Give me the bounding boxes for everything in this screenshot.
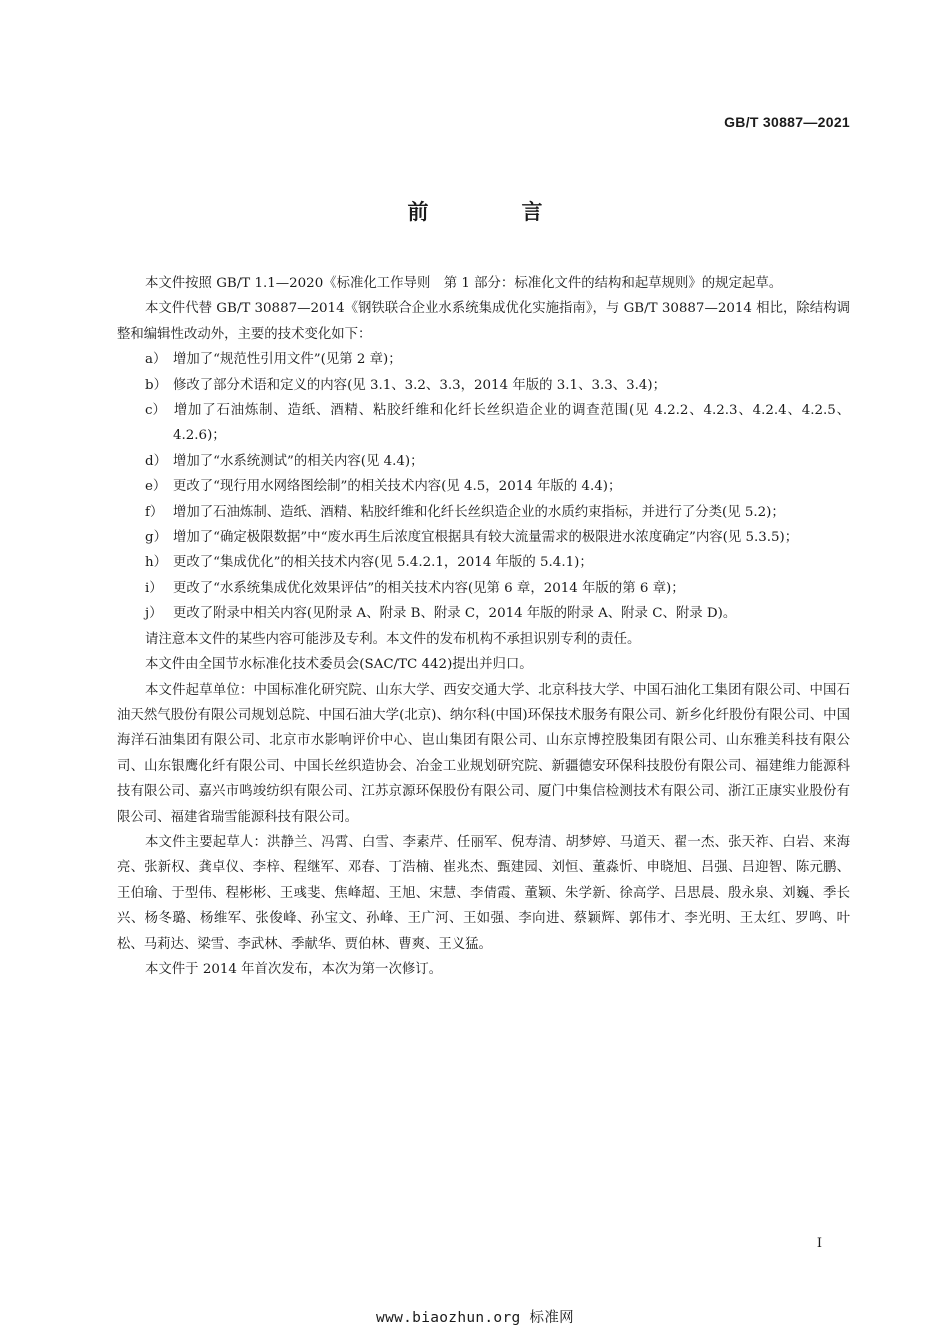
list-item-text: 增加了“规范性引用文件”(见第 2 章)；	[173, 352, 402, 368]
proposer-statement: 本文件由全国节水标准化技术委员会(SAC/TC 442)提出并归口。	[145, 657, 533, 673]
list-item	[117, 500, 850, 525]
list-marker: c）	[145, 403, 166, 419]
list-item-text: 增加了“水系统测试”的相关内容(见 4.4)；	[173, 453, 424, 469]
revision-history: 本文件于 2014 年首次发布，本次为第一次修订。	[145, 961, 443, 977]
list-item	[117, 474, 850, 499]
list-item	[117, 525, 850, 550]
standard-code: GB/T 30887—2021	[724, 114, 850, 130]
changes-list	[117, 347, 850, 626]
list-marker: a）	[145, 352, 167, 368]
list-marker: f）	[145, 504, 164, 520]
list-item-text: 更改了“水系统集成优化效果评估”的相关技术内容(见第 6 章，2014 年版的第 6 章)；	[173, 580, 685, 596]
intro-paragraph: 本文件按照 GB/T 1.1—2020《标准化工作导则 第 1 部分：标准化文件的结构和起草规则》的规定起草。	[145, 276, 783, 291]
list-marker: i）	[145, 580, 163, 596]
list-item-text: 增加了石油炼制、造纸、酒精、粘胶纤维和化纤长丝织造企业的调查范围(见 4.2.2、4.2.3、4.2.4、4.2.5、4.2.6)；	[173, 403, 850, 444]
list-marker: h）	[145, 555, 168, 571]
footer-website: www.biaozhun.org 标准网	[376, 1310, 574, 1326]
list-marker: j）	[145, 606, 163, 622]
list-item-text: 更改了附录中相关内容(见附录 A、附录 B、附录 C，2014 年版的附录 A、附录 C、附录 D)。	[173, 606, 737, 622]
intro-paragraph: 本文件代替 GB/T 30887—2014《钢铁联合企业水系统集成优化实施指南》，与 GB/T 30887—2014 相比，除结构调整和编辑性改动外，主要的技术变化如下：	[117, 301, 850, 342]
list-item-text: 更改了“集成优化”的相关技术内容(见 5.4.2.1，2014 年版的 5.4.1)；	[173, 555, 593, 571]
list-marker: d）	[145, 453, 167, 469]
page-title: 前 言	[407, 200, 579, 224]
document-body	[117, 271, 850, 982]
list-item-text: 更改了“现行用水网络图绘制”的相关技术内容(见 4.5，2014 年版的 4.4)；	[173, 479, 622, 495]
main-drafters: 本文件主要起草人：洪静兰、冯霄、白雪、李素芹、任丽军、倪寿清、胡梦婷、马道天、翟一杰、张天祚、白岩、来海亮、张新权、龚卓仪、李梓、程继军、邓春、丁浩楠、崔兆杰、甄建园、刘恒、董淼忻、申晓旭、吕强、吕迎智、陈元鹏、王伯瑜、于型伟、程彬彬、王彧斐、焦峰超、王旭、宋慧、李倩霞、董颖、朱学新、徐高学、吕思晨、殷永泉、刘巍、季长兴、杨冬璐、杨维军、张俊峰、孙宝文、孙峰、王广河、王如强、李向进、蔡颖辉、郭伟才、李光明、王太红、罗鸣、叶松、马莉达、梁雪、李武林、季献华、贾伯林、曹爽、王义猛。	[117, 834, 850, 952]
list-item	[117, 601, 850, 626]
list-item	[117, 449, 850, 474]
list-marker: e）	[145, 479, 167, 495]
list-item	[117, 373, 850, 398]
list-item-text: 修改了部分术语和定义的内容(见 3.1、3.2、3.3，2014 年版的 3.1、3.3、3.4)；	[173, 377, 667, 393]
list-marker: g）	[145, 530, 167, 546]
list-item-text: 增加了石油炼制、造纸、酒精、粘胶纤维和化纤长丝织造企业的水质约束指标，并进行了分类(见 5.2)；	[173, 504, 785, 520]
page-number: I	[816, 1236, 822, 1251]
list-marker: b）	[145, 377, 167, 393]
list-item	[117, 398, 850, 449]
patent-notice: 请注意本文件的某些内容可能涉及专利。本文件的发布机构不承担识别专利的责任。	[145, 631, 641, 647]
list-item	[117, 576, 850, 601]
list-item	[117, 550, 850, 575]
list-item	[117, 347, 850, 372]
drafting-organizations: 本文件起草单位：中国标准化研究院、山东大学、西安交通大学、北京科技大学、中国石油化工集团有限公司、中国石油天然气股份有限公司规划总院、中国石油大学(北京)、纳尔科(中国)环保技术服务有限公司、新乡化纤股份有限公司、中国海洋石油集团有限公司、北京市水影响评价中心、岜山集团有限公司、山东京博控股集团有限公司、山东雅美科技有限公司、山东银鹰化纤有限公司、中国长丝织造协会、冶金工业规划研究院、新疆德安环保科技股份有限公司、福建维力能源科技有限公司、嘉兴市鸣竣纺织有限公司、江苏京源环保股份有限公司、厦门中集信检测技术有限公司、浙江正康实业股份有限公司、福建省瑞雪能源科技有限公司。	[117, 682, 850, 825]
list-item-text: 增加了“确定极限数据”中“废水再生后浓度宜根据具有较大流量需求的极限进水浓度确定”内容(见 5.3.5)；	[173, 530, 799, 546]
